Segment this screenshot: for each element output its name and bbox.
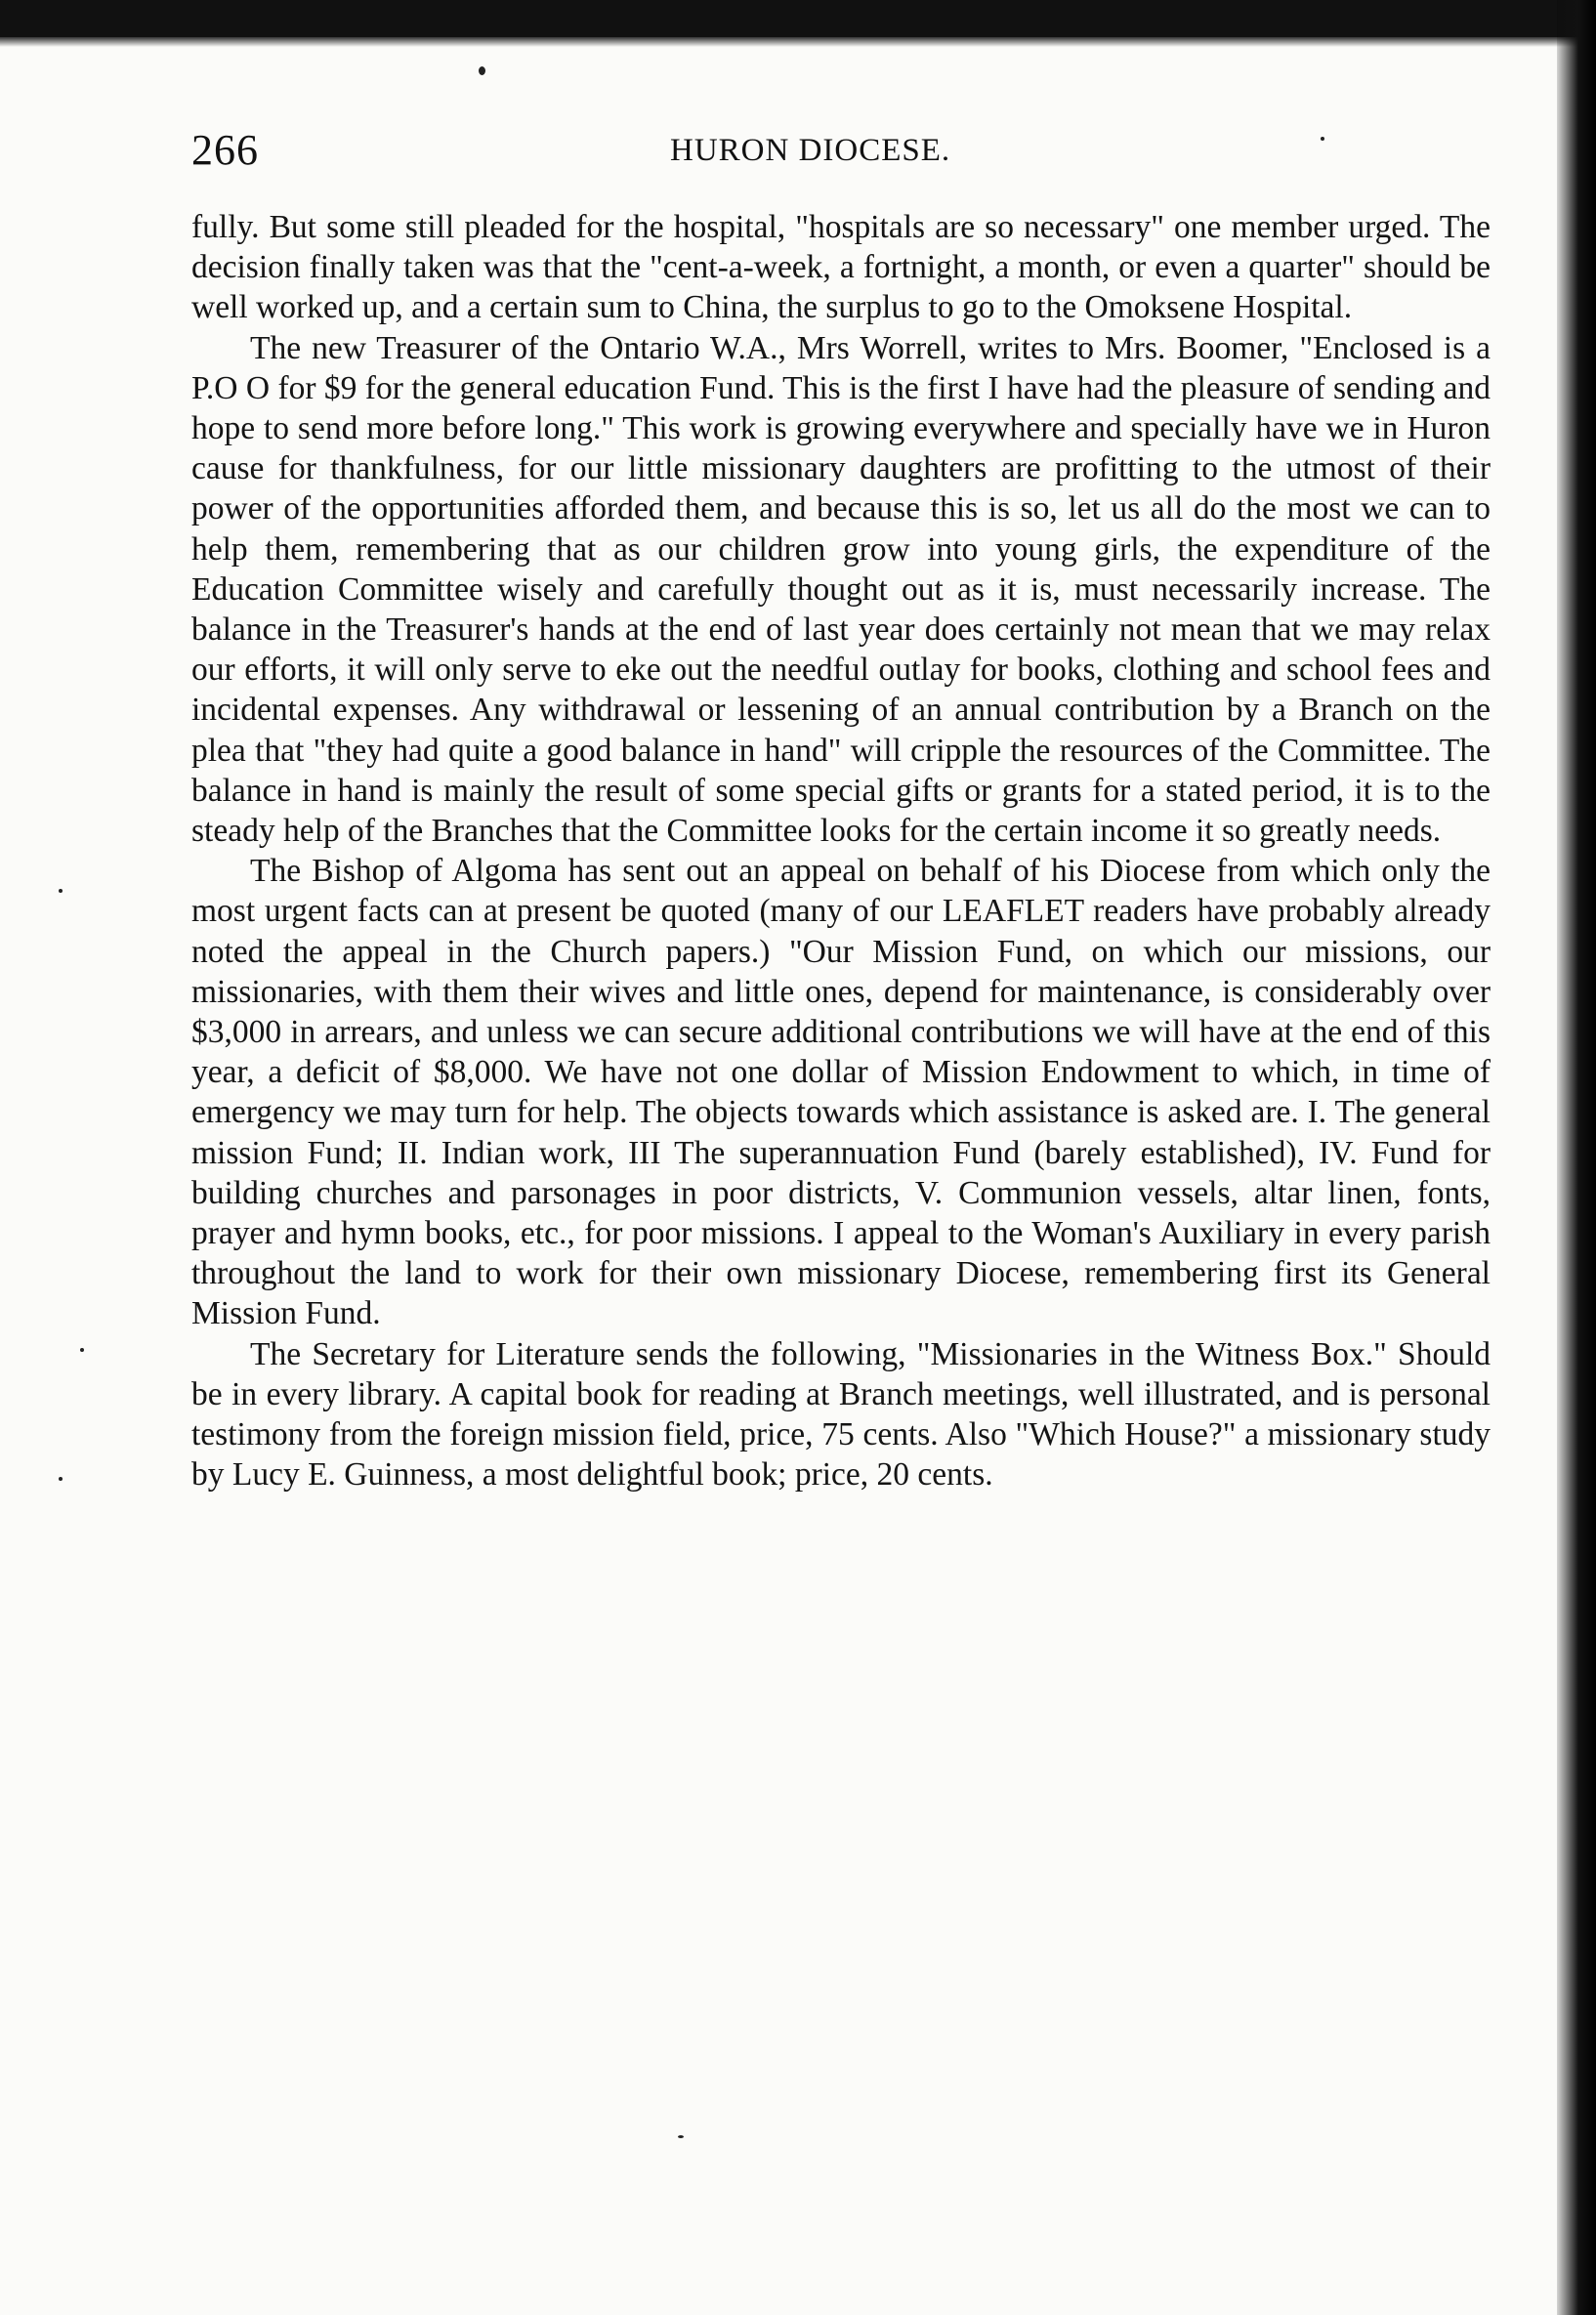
body-text xyxy=(191,207,1491,1495)
scan-speck xyxy=(678,2135,684,2138)
paragraph-bishop-appeal: The Bishop of Algoma has sent out an appeal on behalf of his Diocese from which only the most urgent facts can at present be quoted (many of our LEAFLET readers have probably already noted the appeal in the Church papers.) "Our Mission Fund, on which our missions, our missionaries, with them their wives and little ones, depend for maintenance, is considerably over $3,000 in arrears, and unless we can secure additional contributions we will have at the end of this year, a deficit of $8,000. We have not one dollar of Mission Endowment to which, in time of emergency we may turn for help. The objects towards which assistance is asked are. I. The general mission Fund; II. Indian work, III The superannuation Fund (barely established), IV. Fund for building churches and parsonages in poor districts, V. Communion vessels, altar linen, fonts, prayer and hymn books, etc., for poor missions. I appeal to the Woman's Auxiliary in every parish throughout the land to work for their own missionary Diocese, remembering first its General Mission Fund. xyxy=(191,853,1491,1332)
scan-top-shadow xyxy=(0,37,1596,47)
scan-speck xyxy=(479,66,485,75)
scan-top-border xyxy=(0,0,1596,37)
paragraph-literature: The Secretary for Literature sends the following, "Missionaries in the Witness Box." Should be in every library. A capital book for reading at Branch meetings, well illustrated, and is personal testimony from the foreign mission field, price, 75 cents. Also "Which House?" a missionary study by Lucy E. Guinness, a most delightful book; price, 20 cents. xyxy=(191,1335,1491,1494)
scan-speck xyxy=(80,1348,84,1352)
running-head xyxy=(191,125,1491,184)
scan-right-border xyxy=(1557,0,1596,2315)
paragraph-treasurer: The new Treasurer of the Ontario W.A., Mrs Worrell, writes to Mrs. Boomer, "Enclosed is a P.O O for $9 for the general education Fund. This is the first I have had the pleasure of sending and hope to send more before long." This work is growing everywhere and specially have we in Huron cause for thankfulness, for our little missionary daughters are profitting to the utmost of their power of the opportunities afforded them, and because this is so, let us all do the most we can to help them, remembering that as our children grow into young girls, the expenditure of the Education Committee wisely and carefully thought out as it is, must necessarily increase. The balance in the Treasurer's hands at the end of last year does certainly not mean that we may relax our efforts, it will only serve to eke out the needful outlay for books, clothing and school fees and incidental expenses. Any withdrawal or lessening of an annual contribution by a Branch on the plea that "they had quite a good balance in hand" will cripple the resources of the Committee. The balance in hand is mainly the result of some special gifts or grants for a stated period, it is to the steady help of the Branches that the Committee looks for the certain income it so greatly needs. xyxy=(191,329,1491,850)
scan-speck xyxy=(59,889,63,893)
page-number: 266 xyxy=(191,126,259,174)
paragraph-hospital: fully. But some still pleaded for the hospital, "hospitals are so necessary" one member urged. The decision finally taken was that the "cent-a-week, a fortnight, a month, or even a quarter" should be well worked up, and a certain sum to China, the surplus to go to the Omoksene Hospital. xyxy=(191,209,1491,326)
header-title: HURON DIOCESE. xyxy=(670,133,951,168)
scan-speck xyxy=(59,1477,63,1481)
